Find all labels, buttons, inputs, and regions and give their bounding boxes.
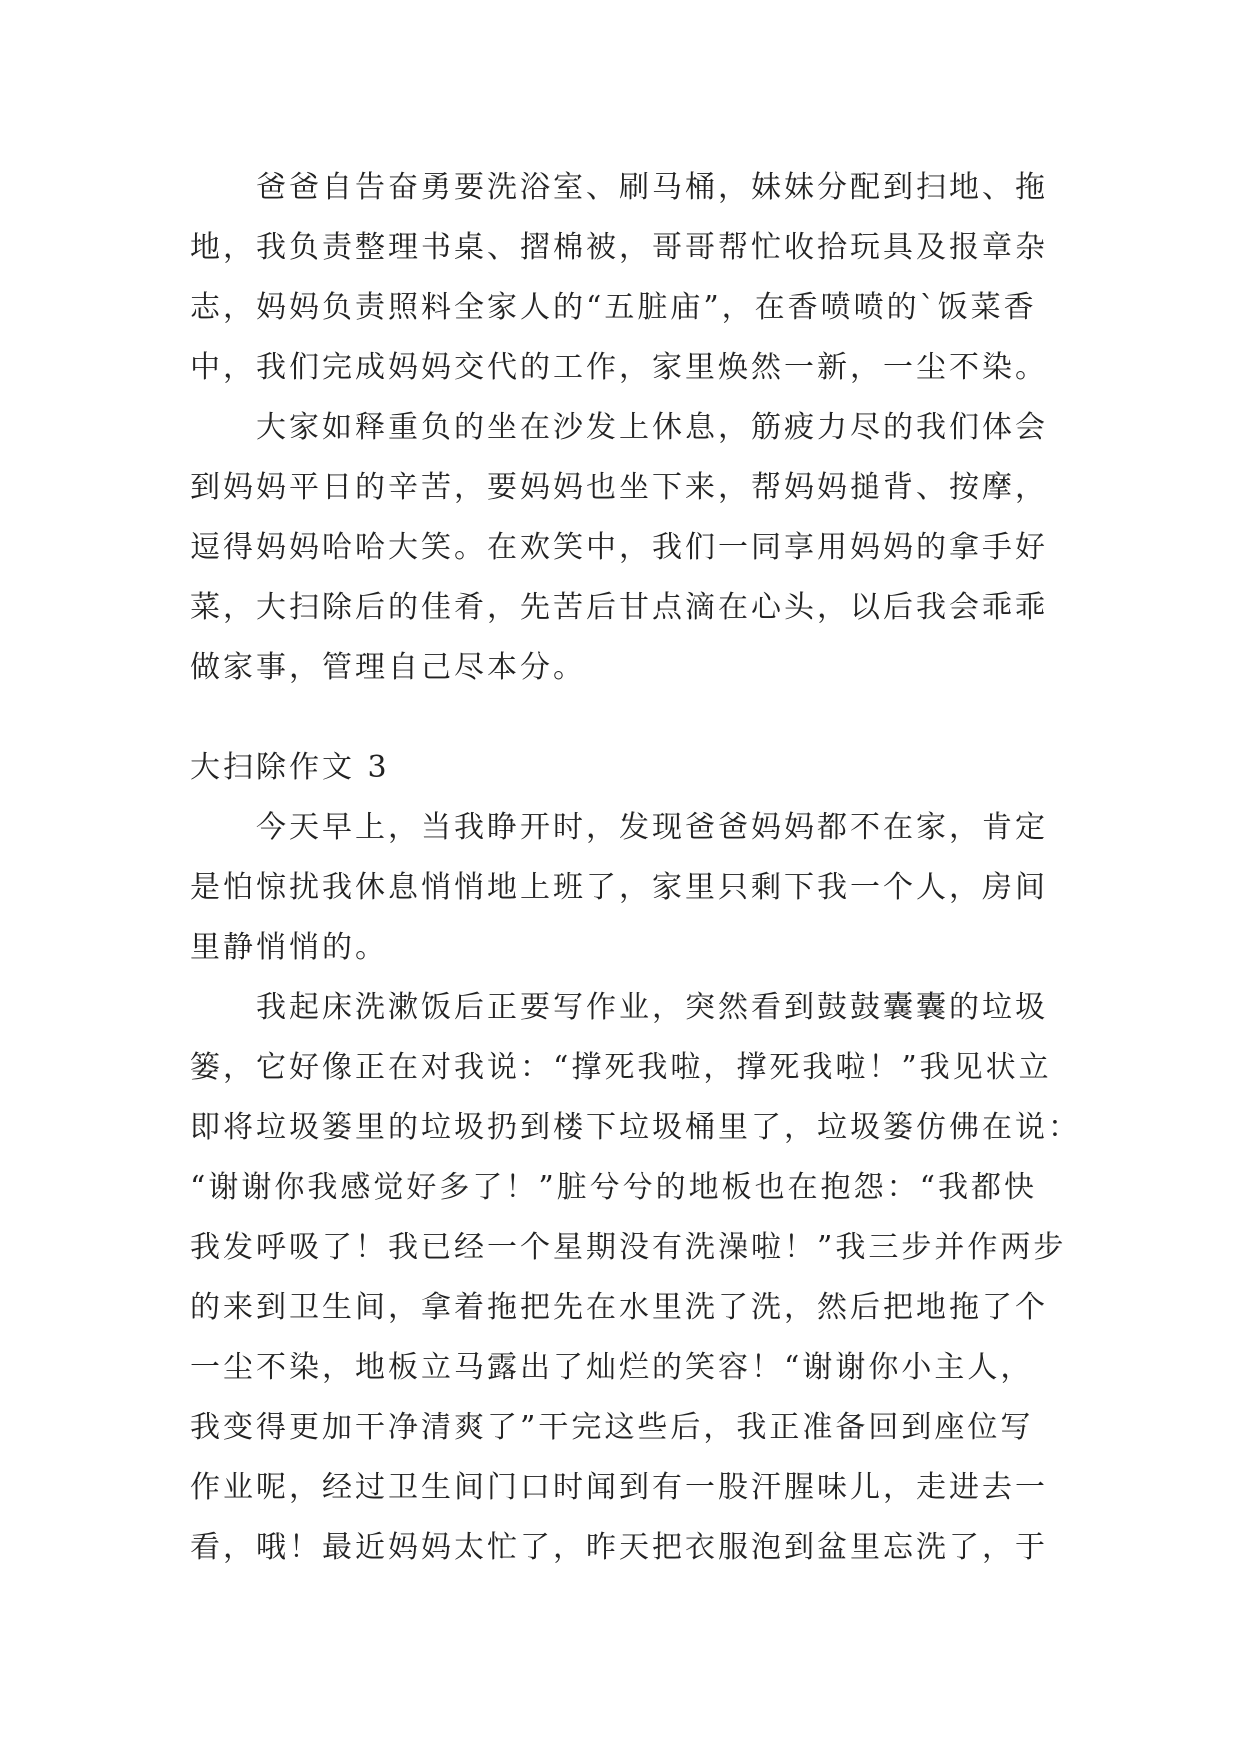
text-line: 爸爸自告奋勇要洗浴室、刷马桶，妹妹分配到扫地、拖 (256, 170, 1048, 205)
text-line: 到妈妈平日的辛苦，要妈妈也坐下来，帮妈妈搥背、按摩， (190, 470, 1048, 505)
text-line: 逗得妈妈哈哈大笑。在欢笑中，我们一同享用妈妈的拿手好 (190, 530, 1048, 565)
text-line: 做家事，管理自己尽本分。 (190, 650, 586, 685)
text-line: 是怕惊扰我休息悄悄地上班了，家里只剩下我一个人，房间 (190, 870, 1048, 905)
text-line: 我发呼吸了！我已经一个星期没有洗澡啦！”我三步并作两步 (190, 1230, 1067, 1265)
text-line: 我起床洗漱饭后正要写作业，突然看到鼓鼓囊囊的垃圾 (256, 990, 1048, 1025)
text-line: 的来到卫生间，拿着拖把先在水里洗了洗，然后把地拖了个 (190, 1290, 1048, 1325)
text-line: 菜，大扫除后的佳肴，先苦后甘点滴在心头，以后我会乖乖 (190, 590, 1048, 625)
text-line: 我变得更加干净清爽了”干完这些后，我正准备回到座位写 (190, 1410, 1034, 1445)
section-gap (190, 698, 1070, 738)
paragraph-3 (190, 798, 1070, 978)
text-line: 志，妈妈负责照料全家人的“五脏庙”，在香喷喷的`饭菜香 (190, 290, 1037, 325)
section-heading: 大扫除作文 3 (190, 750, 390, 785)
text-line: 作业呢，经过卫生间门口时闻到有一股汗腥味儿，走进去一 (190, 1470, 1048, 1505)
text-line: 即将垃圾篓里的垃圾扔到楼下垃圾桶里了，垃圾篓仿佛在说： (190, 1110, 1081, 1145)
text-line: 里静悄悄的。 (190, 930, 388, 965)
document-body (190, 158, 1081, 1578)
text-line: 看，哦！最近妈妈太忙了，昨天把衣服泡到盆里忘洗了，于 (190, 1530, 1048, 1565)
paragraph-2 (190, 398, 1070, 698)
text-line: 中，我们完成妈妈交代的工作，家里焕然一新，一尘不染。 (190, 350, 1048, 385)
text-line: 篓，它好像正在对我说：“撑死我啦，撑死我啦！”我见状立 (190, 1050, 1052, 1085)
text-line: 一尘不染，地板立马露出了灿烂的笑容！“谢谢你小主人， (190, 1350, 1034, 1385)
text-line: 今天早上，当我睁开时，发现爸爸妈妈都不在家，肯定 (256, 810, 1048, 845)
text-line: “谢谢你我感觉好多了！”脏兮兮的地板也在抱怨：“我都快 (190, 1170, 1038, 1205)
text-line: 地，我负责整理书桌、摺棉被，哥哥帮忙收拾玩具及报章杂 (190, 230, 1048, 265)
paragraph-4 (190, 978, 1081, 1578)
paragraph-1 (190, 158, 1070, 398)
text-line: 大家如释重负的坐在沙发上休息，筋疲力尽的我们体会 (256, 410, 1048, 445)
